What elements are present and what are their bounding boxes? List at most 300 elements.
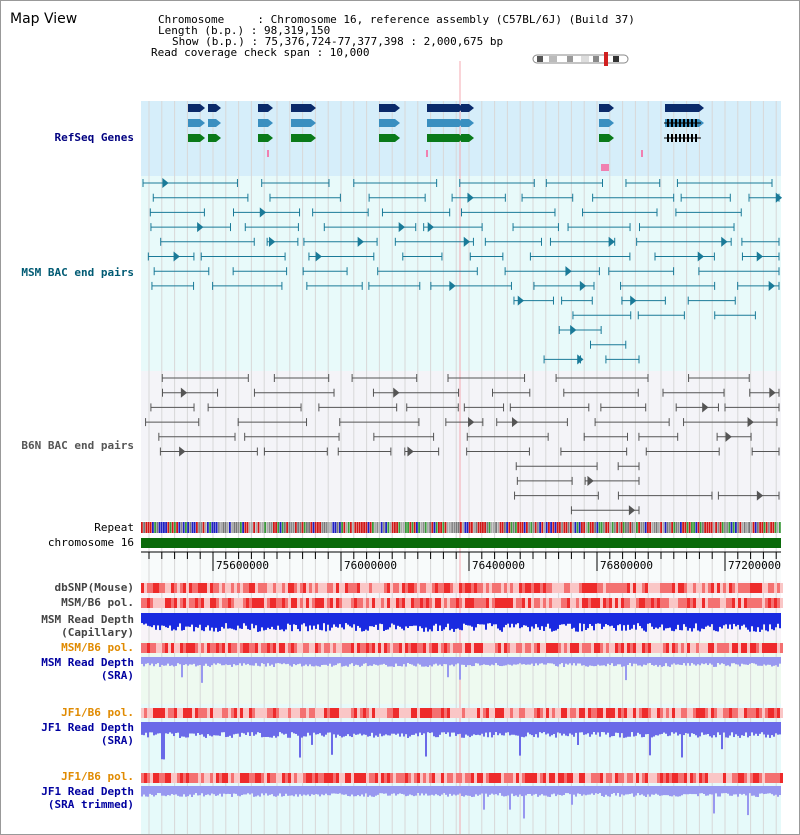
depth-bar — [223, 613, 225, 629]
depth-bar — [165, 657, 167, 665]
depth-bar — [351, 786, 353, 795]
pol-cell — [780, 583, 783, 593]
depth-bar — [565, 722, 567, 736]
repeat-element — [442, 522, 444, 533]
pol-cell — [429, 643, 432, 653]
depth-bar — [551, 613, 553, 632]
repeat-element — [192, 522, 194, 533]
pol-cell — [459, 643, 462, 653]
pol-cell — [705, 773, 708, 783]
pol-cell — [765, 708, 768, 718]
depth-bar — [261, 657, 263, 663]
depth-bar — [549, 657, 551, 663]
depth-bar — [559, 722, 561, 733]
depth-bar — [387, 613, 389, 629]
depth-bar — [503, 657, 505, 666]
depth-bar — [189, 657, 191, 664]
pol-cell — [315, 598, 318, 608]
depth-bar — [195, 613, 197, 627]
pol-cell — [669, 643, 672, 653]
depth-bar — [655, 613, 657, 628]
repeat-element — [722, 522, 724, 533]
jf1-pol-label[interactable]: JF1/B6 pol. — [61, 706, 134, 719]
pol-cell — [291, 598, 294, 608]
depth-bar — [373, 786, 375, 797]
depth-bar — [463, 786, 465, 797]
repeat-element — [623, 522, 625, 533]
pol-cell — [684, 708, 687, 718]
pol-cell — [498, 708, 501, 718]
pol-cell — [588, 643, 591, 653]
pol-cell — [579, 583, 582, 593]
pol-cell — [420, 643, 423, 653]
pol-cell — [237, 773, 240, 783]
pol-cell — [645, 583, 648, 593]
repeat-element — [330, 522, 332, 533]
pol-cell — [693, 773, 696, 783]
pol-cell — [738, 598, 741, 608]
pol-cell — [633, 773, 636, 783]
pol-cell — [780, 708, 783, 718]
depth-bar — [223, 722, 225, 732]
depth-bar — [269, 657, 271, 666]
pol-cell — [552, 708, 555, 718]
repeat-element — [273, 522, 275, 533]
pol-cell — [408, 643, 411, 653]
pol-cell — [384, 598, 387, 608]
pol-cell — [453, 643, 456, 653]
pol-cell — [417, 583, 420, 593]
depth-bar — [327, 657, 329, 666]
depth-bar — [719, 657, 721, 665]
pol-cell — [312, 773, 315, 783]
depth-bar — [683, 786, 685, 794]
depth-bar — [283, 722, 285, 735]
repeat-element — [313, 522, 315, 533]
depth-bar — [245, 613, 247, 626]
depth-bar — [247, 786, 249, 793]
gene-exon-tick — [691, 119, 693, 127]
pol-cell — [570, 583, 573, 593]
depth-bar — [697, 657, 699, 664]
depth-bar — [623, 613, 625, 625]
pol-cell — [507, 583, 510, 593]
repeat-element — [222, 522, 224, 533]
axis-tick-label: 76000000 — [344, 559, 397, 572]
pol-cell — [465, 598, 468, 608]
depth-bar — [757, 657, 759, 666]
depth-bar — [395, 786, 397, 796]
depth-bar — [425, 722, 427, 757]
depth-bar — [255, 613, 257, 625]
pol-cell — [474, 598, 477, 608]
pol-cell — [666, 643, 669, 653]
pol-cell — [207, 773, 210, 783]
depth-bar — [627, 722, 629, 737]
pol-cell — [534, 643, 537, 653]
b6n-bac-label[interactable]: B6N BAC end pairs — [21, 439, 134, 452]
depth-bar — [529, 722, 531, 734]
depth-bar — [331, 657, 333, 667]
depth-bar — [299, 613, 301, 631]
depth-bar — [217, 613, 219, 632]
repeat-element — [570, 522, 572, 533]
pol-cell — [183, 598, 186, 608]
depth-bar — [483, 657, 485, 664]
pol-cell — [627, 708, 630, 718]
pol-cell — [399, 708, 402, 718]
pol-cell — [744, 643, 747, 653]
pol-cell — [639, 598, 642, 608]
pol-cell — [684, 583, 687, 593]
pol-cell — [327, 583, 330, 593]
depth-bar — [361, 786, 363, 794]
pol-cell — [537, 708, 540, 718]
dbsnp-label[interactable]: dbSNP(Mouse) — [54, 581, 134, 594]
pol-cell — [234, 773, 237, 783]
repeat-element — [594, 522, 596, 533]
depth-bar — [617, 722, 619, 733]
pol-cell — [303, 708, 306, 718]
pol-cell — [411, 773, 414, 783]
pol-cell — [213, 773, 216, 783]
pol-cell — [630, 583, 633, 593]
depth-bar — [437, 657, 439, 666]
pol-cell — [438, 598, 441, 608]
depth-bar — [267, 657, 269, 663]
repeat-element — [665, 522, 667, 533]
pol-cell — [387, 708, 390, 718]
depth-bar — [765, 613, 767, 630]
pol-cell — [651, 583, 654, 593]
depth-bar — [399, 613, 401, 627]
gene-exon — [291, 104, 311, 112]
depth-bar — [749, 722, 751, 736]
pol-cell — [603, 583, 606, 593]
pol-cell — [606, 708, 609, 718]
depth-bar — [385, 786, 387, 793]
msm-pol-label[interactable]: MSM/B6 pol. — [61, 596, 134, 609]
pol-cell — [726, 708, 729, 718]
repeat-element — [302, 522, 304, 533]
gene-exon — [427, 134, 459, 142]
msm-depth-sra-label-1[interactable]: MSM Read Depth — [41, 656, 134, 669]
pol-cell — [390, 773, 393, 783]
repeat-element — [676, 522, 678, 533]
depth-bar — [517, 786, 519, 797]
pol-cell — [378, 643, 381, 653]
depth-bar — [209, 657, 211, 667]
pol-cell — [213, 583, 216, 593]
depth-bar — [177, 613, 179, 627]
depth-bar — [539, 722, 541, 732]
pol-cell — [288, 583, 291, 593]
pol-cell — [693, 598, 696, 608]
pol-cell — [414, 583, 417, 593]
pol-cell — [150, 708, 153, 718]
depth-bar — [731, 786, 733, 796]
repeat-element — [519, 522, 521, 533]
pol-cell — [747, 583, 750, 593]
pol-cell — [378, 598, 381, 608]
depth-bar — [277, 613, 279, 626]
depth-bar — [511, 613, 513, 624]
pol-cell — [234, 708, 237, 718]
pol-cell — [750, 773, 753, 783]
pol-cell — [363, 708, 366, 718]
pol-cell — [528, 598, 531, 608]
chromosome-bar — [141, 538, 781, 548]
repeat-element — [500, 522, 502, 533]
depth-bar — [389, 722, 391, 736]
pol-cell — [513, 598, 516, 608]
pol-cell — [189, 598, 192, 608]
depth-bar — [681, 786, 683, 795]
depth-bar — [741, 657, 743, 664]
pol-cell — [390, 583, 393, 593]
jf1-trim-label-1[interactable]: JF1 Read Depth — [41, 785, 134, 798]
jf1-depth-label-1[interactable]: JF1 Read Depth — [41, 721, 134, 734]
depth-bar — [617, 613, 619, 625]
depth-bar — [505, 722, 507, 733]
pol-cell — [624, 583, 627, 593]
depth-bar — [493, 722, 495, 735]
msm-pol-2-label[interactable]: MSM/B6 pol. — [61, 641, 134, 654]
depth-bar — [517, 613, 519, 623]
depth-bar — [227, 722, 229, 737]
depth-bar — [213, 613, 215, 631]
pol-cell — [762, 583, 765, 593]
depth-bar — [295, 613, 297, 625]
pol-cell — [531, 708, 534, 718]
depth-bar — [159, 722, 161, 733]
depth-bar — [489, 722, 491, 732]
pol-cell — [459, 598, 462, 608]
depth-bar — [333, 613, 335, 624]
depth-bar — [575, 786, 577, 797]
pol-cell — [333, 583, 336, 593]
pol-cell — [309, 708, 312, 718]
depth-bar — [549, 613, 551, 629]
depth-bar — [615, 657, 617, 666]
pol-cell — [399, 773, 402, 783]
pol-cell — [729, 598, 732, 608]
depth-bar — [721, 722, 723, 749]
depth-bar — [685, 786, 687, 794]
msm-depth-capillary-label-1[interactable]: MSM Read Depth — [41, 613, 134, 626]
depth-bar — [465, 613, 467, 625]
depth-bar — [217, 722, 219, 735]
depth-bar — [741, 786, 743, 795]
depth-bar — [627, 657, 629, 665]
repeat-element — [614, 522, 616, 533]
depth-bar — [473, 657, 475, 666]
pol-cell — [483, 708, 486, 718]
pol-cell — [645, 643, 648, 653]
repeat-element — [319, 522, 321, 533]
msm-bac-label[interactable]: MSM BAC end pairs — [21, 266, 134, 279]
depth-bar — [479, 613, 481, 624]
depth-bar — [725, 613, 727, 624]
pol-cell — [159, 708, 162, 718]
depth-bar — [675, 657, 677, 665]
pol-cell — [498, 773, 501, 783]
pol-cell — [423, 773, 426, 783]
depth-bar — [173, 613, 175, 629]
pol-cell — [306, 598, 309, 608]
pol-cell — [696, 773, 699, 783]
repeat-element — [420, 522, 422, 533]
depth-bar — [631, 786, 633, 793]
depth-bar — [615, 613, 617, 631]
depth-bar — [213, 722, 215, 735]
pol-cell — [360, 708, 363, 718]
repeat-element — [583, 522, 585, 533]
jf1-pol-2-label[interactable]: JF1/B6 pol. — [61, 770, 134, 783]
repeat-element — [372, 522, 374, 533]
pol-cell — [660, 643, 663, 653]
repeat-element — [724, 522, 726, 533]
pol-cell — [711, 583, 714, 593]
pol-cell — [294, 643, 297, 653]
pol-cell — [144, 583, 147, 593]
depth-bar — [151, 657, 153, 664]
pol-cell — [186, 708, 189, 718]
pol-cell — [156, 643, 159, 653]
jf1-pol-2-strip — [141, 773, 783, 783]
pol-cell — [672, 773, 675, 783]
pol-cell — [537, 583, 540, 593]
repeat-element — [759, 522, 761, 533]
depth-bar — [239, 613, 241, 628]
repeat-element — [715, 522, 717, 533]
pol-cell — [318, 708, 321, 718]
pol-cell — [780, 773, 783, 783]
pol-cell — [486, 598, 489, 608]
depth-bar — [773, 657, 775, 666]
pol-cell — [294, 773, 297, 783]
pol-cell — [543, 598, 546, 608]
pol-cell — [174, 598, 177, 608]
repeat-element — [768, 522, 770, 533]
pol-cell — [747, 598, 750, 608]
depth-bar — [375, 722, 377, 735]
depth-bar — [447, 722, 449, 732]
depth-bar — [607, 786, 609, 796]
depth-bar — [511, 657, 513, 666]
depth-bar — [357, 613, 359, 626]
pol-cell — [516, 708, 519, 718]
depth-bar — [699, 786, 701, 793]
pol-cell — [654, 773, 657, 783]
pol-cell — [330, 598, 333, 608]
pol-cell — [564, 583, 567, 593]
depth-bar — [581, 613, 583, 631]
pol-cell — [288, 773, 291, 783]
pol-cell — [225, 708, 228, 718]
depth-bar — [371, 722, 373, 733]
depth-bar — [541, 786, 543, 794]
repeat-element — [350, 522, 352, 533]
depth-bar — [169, 613, 171, 626]
repeat-element — [698, 522, 700, 533]
gene-mark — [267, 150, 269, 157]
pol-cell — [747, 773, 750, 783]
pol-cell — [741, 583, 744, 593]
gene-exon — [665, 104, 699, 112]
repeat-element — [440, 522, 442, 533]
repeat-element — [396, 522, 398, 533]
depth-bar — [741, 722, 743, 735]
pol-cell — [441, 708, 444, 718]
pol-cell — [450, 583, 453, 593]
repeat-element — [480, 522, 482, 533]
depth-bar — [387, 722, 389, 735]
pol-cell — [219, 583, 222, 593]
pol-cell — [564, 708, 567, 718]
pol-cell — [243, 643, 246, 653]
repeat-element — [150, 522, 152, 533]
pol-cell — [231, 773, 234, 783]
depth-bar — [373, 613, 375, 627]
depth-bar — [757, 613, 759, 627]
depth-bar — [703, 657, 705, 664]
depth-bar — [291, 613, 293, 631]
repeat-element — [148, 522, 150, 533]
pol-cell — [681, 643, 684, 653]
pol-cell — [606, 643, 609, 653]
depth-bar — [317, 786, 319, 795]
depth-bar — [709, 657, 711, 663]
pol-cell — [432, 583, 435, 593]
depth-bar — [309, 657, 311, 664]
pol-cell — [150, 583, 153, 593]
depth-bar — [479, 722, 481, 735]
pol-cell — [498, 583, 501, 593]
msm-pol-2-strip — [141, 643, 783, 653]
depth-bar — [597, 786, 599, 794]
refseq-genes-label[interactable]: RefSeq Genes — [54, 131, 134, 144]
depth-bar — [745, 722, 747, 732]
depth-bar — [199, 722, 201, 735]
depth-bar — [495, 786, 497, 794]
pol-cell — [354, 643, 357, 653]
pol-cell — [465, 643, 468, 653]
depth-bar — [715, 722, 717, 737]
depth-bar — [757, 722, 759, 736]
depth-bar — [197, 786, 199, 795]
pol-cell — [468, 598, 471, 608]
depth-bar — [233, 722, 235, 734]
pol-cell — [552, 583, 555, 593]
pol-cell — [387, 583, 390, 593]
pol-cell — [543, 643, 546, 653]
repeat-element — [706, 522, 708, 533]
depth-bar — [333, 657, 335, 665]
pol-cell — [633, 598, 636, 608]
depth-bar — [279, 722, 281, 732]
depth-bar — [563, 722, 565, 734]
depth-bar — [577, 786, 579, 793]
pol-cell — [507, 598, 510, 608]
depth-bar — [761, 722, 763, 732]
depth-bar — [443, 786, 445, 793]
depth-bar — [553, 786, 555, 794]
pol-cell — [645, 773, 648, 783]
repeat-element — [324, 522, 326, 533]
repeat-element — [445, 522, 447, 533]
repeat-element — [691, 522, 693, 533]
